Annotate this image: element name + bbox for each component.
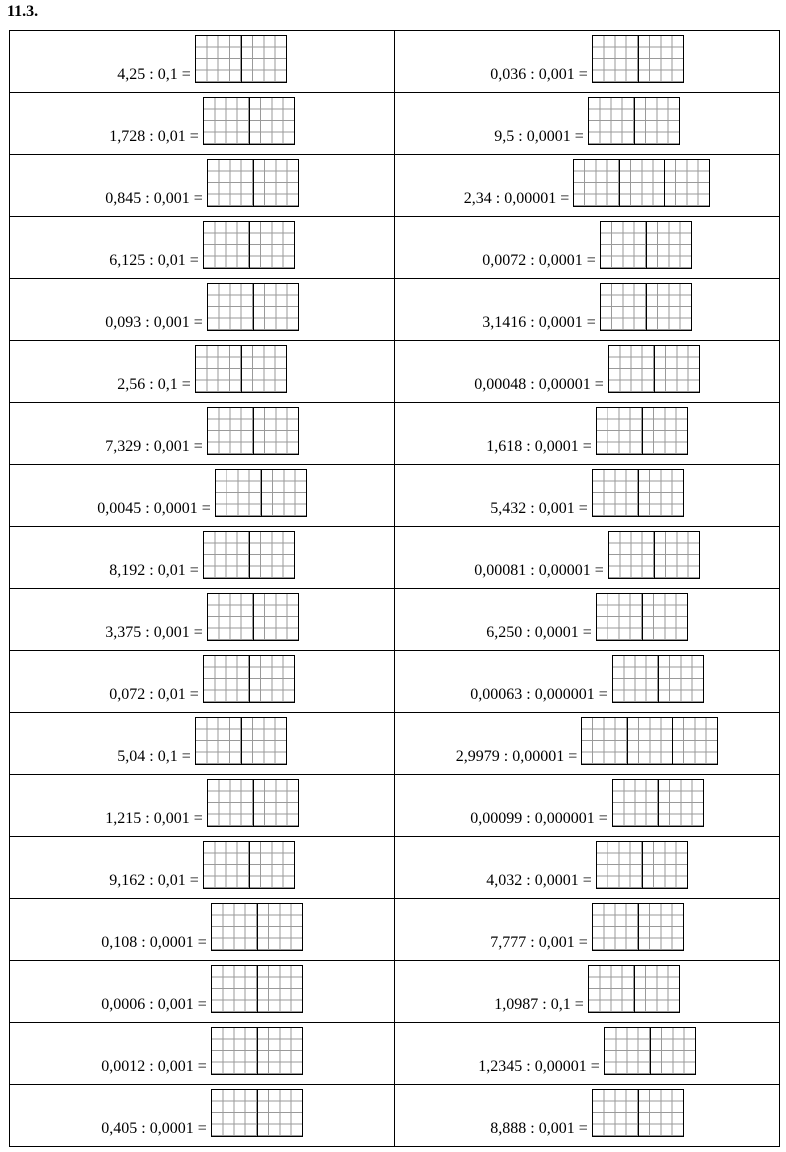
answer-grid-block (212, 1028, 257, 1074)
exercise-cell-right (395, 775, 780, 837)
division-expression: 1,215 : 0,001 = (105, 810, 203, 827)
exercise-row (10, 465, 780, 527)
exercise-title: 11.3. (7, 3, 39, 20)
answer-grid[interactable] (596, 407, 688, 455)
division-expression: 0,00063 : 0,000001 = (470, 686, 608, 703)
answer-grid[interactable] (195, 345, 287, 393)
answer-grid-block (646, 284, 691, 330)
answer-grid[interactable] (215, 469, 307, 517)
answer-grid-block (208, 780, 253, 826)
answer-grid-block (634, 98, 679, 144)
answer-grid-block (253, 284, 298, 330)
exercise-row (10, 93, 780, 155)
answer-grid-block (654, 346, 699, 392)
exercise-row (10, 31, 780, 93)
answer-grid-block (208, 284, 253, 330)
division-expression: 0,072 : 0,01 = (109, 686, 199, 703)
exercise-cell-right (395, 465, 780, 527)
answer-grid-block (609, 532, 654, 578)
answer-grid[interactable] (203, 531, 295, 579)
division-expression: 2,9979 : 0,00001 = (455, 748, 578, 765)
division-expression: 0,108 : 0,0001 = (101, 934, 207, 951)
division-expression: 1,728 : 0,01 = (109, 128, 199, 145)
exercise-cell-left (10, 155, 395, 217)
answer-grid-block (619, 160, 664, 206)
exercise-cell-left (10, 279, 395, 341)
answer-grid[interactable] (195, 35, 287, 83)
exercise-cell-left (10, 403, 395, 465)
answer-grid-block (593, 1090, 638, 1136)
division-expression: 0,00099 : 0,000001 = (470, 810, 608, 827)
answer-grid-block (654, 532, 699, 578)
answer-grid-block (601, 284, 646, 330)
exercise-row (10, 527, 780, 589)
answer-grid[interactable] (207, 593, 299, 641)
answer-grid[interactable] (596, 593, 688, 641)
division-expression: 7,329 : 0,001 = (105, 438, 203, 455)
answer-grid-block (257, 904, 302, 950)
answer-grid-block (646, 222, 691, 268)
answer-grid-block (634, 966, 679, 1012)
answer-grid-block (212, 1090, 257, 1136)
division-expression: 3,1416 : 0,0001 = (482, 314, 596, 331)
division-expression: 5,04 : 0,1 = (117, 748, 191, 765)
answer-grid-block (212, 904, 257, 950)
division-expression: 0,036 : 0,001 = (490, 66, 588, 83)
answer-grid-block (642, 594, 687, 640)
exercise-cell-right (395, 341, 780, 403)
answer-grid-block (597, 408, 642, 454)
exercise-cell-left (10, 465, 395, 527)
answer-grid-block (204, 532, 249, 578)
answer-grid[interactable] (207, 407, 299, 455)
answer-grid-block (658, 780, 703, 826)
exercise-row (10, 279, 780, 341)
division-expression: 0,845 : 0,001 = (105, 190, 203, 207)
answer-grid[interactable] (203, 841, 295, 889)
division-expression: 9,162 : 0,01 = (109, 872, 199, 889)
answer-grid-block (593, 904, 638, 950)
exercise-cell-left (10, 961, 395, 1023)
exercise-cell-left (10, 217, 395, 279)
answer-grid[interactable] (207, 779, 299, 827)
answer-grid-block (257, 1028, 302, 1074)
answer-grid-block (253, 594, 298, 640)
answer-grid[interactable] (608, 531, 700, 579)
exercise-cell-right (395, 155, 780, 217)
division-expression: 5,432 : 0,001 = (490, 500, 588, 517)
answer-grid-block (605, 1028, 650, 1074)
answer-grid-block (249, 222, 294, 268)
division-expression: 6,250 : 0,0001 = (486, 624, 592, 641)
exercise-cell-left (10, 899, 395, 961)
exercise-row (10, 341, 780, 403)
exercise-row (10, 775, 780, 837)
answer-grid[interactable] (211, 903, 303, 951)
answer-grid[interactable] (600, 283, 692, 331)
exercise-cell-left (10, 1085, 395, 1147)
answer-grid-block (593, 36, 638, 82)
answer-grid[interactable] (203, 97, 295, 145)
answer-grid-block (597, 842, 642, 888)
division-expression: 6,125 : 0,01 = (109, 252, 199, 269)
answer-grid[interactable] (608, 345, 700, 393)
answer-grid-block (638, 36, 683, 82)
answer-grid-block (253, 780, 298, 826)
answer-grid[interactable] (203, 655, 295, 703)
division-expression: 0,00081 : 0,00001 = (474, 562, 604, 579)
division-expression: 2,56 : 0,1 = (117, 376, 191, 393)
exercise-cell-left (10, 775, 395, 837)
division-expression: 4,25 : 0,1 = (117, 66, 191, 83)
exercise-row (10, 713, 780, 775)
division-expression: 0,0006 : 0,001 = (101, 996, 207, 1013)
answer-grid-block (249, 656, 294, 702)
answer-grid-block (650, 1028, 695, 1074)
answer-grid-block (208, 160, 253, 206)
answer-grid[interactable] (573, 159, 710, 207)
answer-grid-block (638, 1090, 683, 1136)
answer-grid[interactable] (211, 1089, 303, 1137)
answer-grid-block (249, 532, 294, 578)
exercise-cell-left (10, 713, 395, 775)
answer-grid[interactable] (600, 221, 692, 269)
division-expression: 0,0045 : 0,0001 = (97, 500, 211, 517)
exercise-cell-right (395, 217, 780, 279)
division-expression: 3,375 : 0,001 = (105, 624, 203, 641)
division-expression: 0,093 : 0,001 = (105, 314, 203, 331)
answer-grid-block (208, 594, 253, 640)
answer-grid[interactable] (592, 903, 684, 951)
answer-grid-block (249, 98, 294, 144)
division-expression: 0,0072 : 0,0001 = (482, 252, 596, 269)
answer-grid-block (582, 718, 627, 764)
exercise-cell-right (395, 961, 780, 1023)
answer-grid[interactable] (592, 1089, 684, 1137)
exercise-row (10, 899, 780, 961)
answer-grid[interactable] (612, 655, 704, 703)
answer-grid-block (196, 346, 241, 392)
answer-grid-block (241, 346, 286, 392)
division-expression: 0,0012 : 0,001 = (101, 1058, 207, 1075)
division-expression: 2,34 : 0,00001 = (463, 190, 570, 207)
answer-grid[interactable] (596, 841, 688, 889)
answer-grid[interactable] (203, 221, 295, 269)
exercise-cell-left (10, 837, 395, 899)
division-expression: 4,032 : 0,0001 = (486, 872, 592, 889)
answer-grid-block (253, 408, 298, 454)
answer-grid-block (627, 718, 672, 764)
exercise-cell-right (395, 279, 780, 341)
answer-grid[interactable] (588, 965, 680, 1013)
answer-grid-block (593, 470, 638, 516)
answer-grid-block (638, 470, 683, 516)
exercise-row (10, 837, 780, 899)
answer-grid-block (613, 656, 658, 702)
exercise-row (10, 1085, 780, 1147)
answer-grid-block (212, 966, 257, 1012)
exercise-cell-right (395, 93, 780, 155)
answer-grid-block (609, 346, 654, 392)
exercise-row (10, 217, 780, 279)
answer-grid[interactable] (211, 965, 303, 1013)
answer-grid[interactable] (588, 97, 680, 145)
exercise-cell-right (395, 899, 780, 961)
answer-grid[interactable] (592, 469, 684, 517)
division-expression: 8,888 : 0,001 = (490, 1120, 588, 1137)
exercise-row (10, 403, 780, 465)
answer-grid[interactable] (592, 35, 684, 83)
answer-grid-block (664, 160, 709, 206)
division-expression: 9,5 : 0,0001 = (494, 128, 584, 145)
exercise-cell-left (10, 93, 395, 155)
exercise-row (10, 651, 780, 713)
answer-grid[interactable] (604, 1027, 696, 1075)
answer-grid-block (613, 780, 658, 826)
answer-grid-block (672, 718, 717, 764)
exercise-row (10, 961, 780, 1023)
answer-grid-block (208, 408, 253, 454)
division-expression: 1,618 : 0,0001 = (486, 438, 592, 455)
exercise-cell-left (10, 341, 395, 403)
exercise-cell-right (395, 527, 780, 589)
division-expression: 7,777 : 0,001 = (490, 934, 588, 951)
division-expression: 8,192 : 0,01 = (109, 562, 199, 579)
answer-grid-block (589, 98, 634, 144)
answer-grid-block (601, 222, 646, 268)
answer-grid[interactable] (211, 1027, 303, 1075)
exercise-cell-left (10, 589, 395, 651)
answer-grid-block (642, 408, 687, 454)
answer-grid-block (658, 656, 703, 702)
answer-grid-block (241, 36, 286, 82)
answer-grid[interactable] (207, 283, 299, 331)
division-expression: 0,00048 : 0,00001 = (474, 376, 604, 393)
answer-grid-block (589, 966, 634, 1012)
answer-grid-block (204, 842, 249, 888)
answer-grid-block (257, 1090, 302, 1136)
answer-grid-block (253, 160, 298, 206)
answer-grid[interactable] (207, 159, 299, 207)
exercise-cell-right (395, 1085, 780, 1147)
exercise-cell-left (10, 1023, 395, 1085)
exercise-cell-right (395, 589, 780, 651)
exercise-cell-right (395, 31, 780, 93)
answer-grid-block (196, 36, 241, 82)
exercise-table (9, 30, 780, 1147)
exercise-cell-right (395, 837, 780, 899)
answer-grid-block (261, 470, 306, 516)
division-expression: 1,2345 : 0,00001 = (478, 1058, 600, 1075)
answer-grid-block (204, 656, 249, 702)
answer-grid-block (196, 718, 241, 764)
answer-grid-block (597, 594, 642, 640)
answer-grid-block (204, 222, 249, 268)
division-expression: 0,405 : 0,0001 = (101, 1120, 207, 1137)
exercise-cell-right (395, 713, 780, 775)
answer-grid-block (241, 718, 286, 764)
exercise-row (10, 155, 780, 217)
answer-grid[interactable] (612, 779, 704, 827)
exercise-row (10, 1023, 780, 1085)
answer-grid-block (249, 842, 294, 888)
exercise-cell-right (395, 403, 780, 465)
exercise-cell-right (395, 651, 780, 713)
answer-grid[interactable] (195, 717, 287, 765)
exercise-cell-left (10, 31, 395, 93)
exercise-cell-left (10, 651, 395, 713)
answer-grid-block (574, 160, 619, 206)
answer-grid-block (257, 966, 302, 1012)
exercise-cell-right (395, 1023, 780, 1085)
division-expression: 1,0987 : 0,1 = (494, 996, 584, 1013)
answer-grid-block (204, 98, 249, 144)
answer-grid-block (216, 470, 261, 516)
answer-grid-block (642, 842, 687, 888)
exercise-cell-left (10, 527, 395, 589)
answer-grid[interactable] (581, 717, 718, 765)
answer-grid-block (638, 904, 683, 950)
exercise-row (10, 589, 780, 651)
